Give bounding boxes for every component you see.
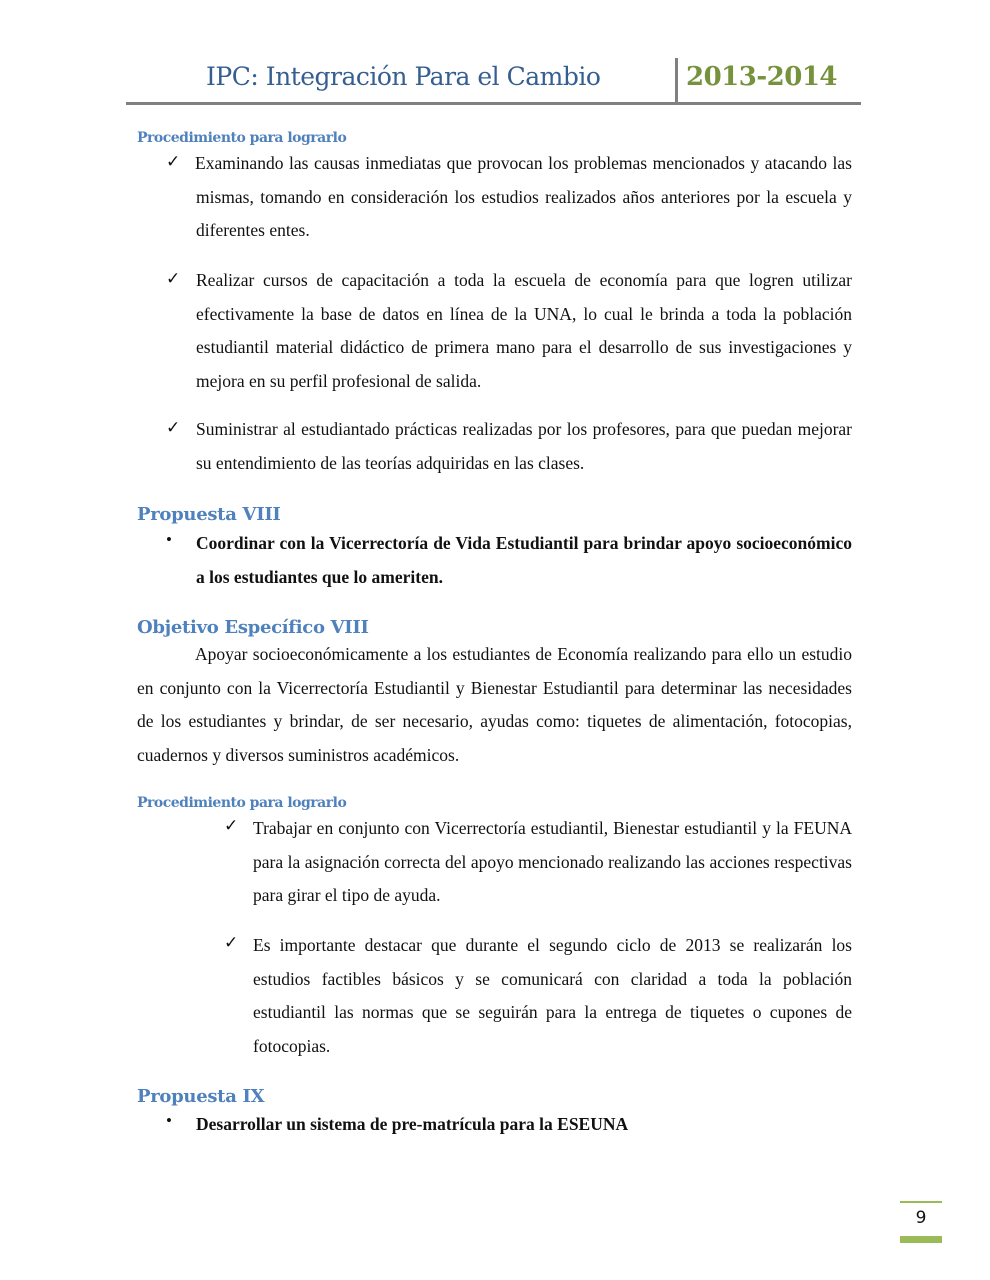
header-title: IPC: Integración Para el Cambio <box>206 62 601 91</box>
list-item: Desarrollar un sistema de pre-matrícula para la ESEUNA <box>196 1114 629 1134</box>
list-item: Trabajar en conjunto con Vicerrectoría estudiantil, Bienestar estudiantil y la FEUNA para la asignación correcta del apoyo mencionado realizando las acciones respectivas para girar el tipo de ayuda. <box>253 818 852 905</box>
objective-text: Apoyar socioeconómicamente a los estudiantes de Economía realizando para ello un estudio en conjunto con la Vicerrectoría Estudiantil y Bienestar Estudiantil para determinar las necesidades de los estudiantes y brindar, de ser necesario, ayudas como: tiquetes de alimentación, fotocopias, cuadernos y diversos suministros académicos. <box>137 644 852 765</box>
proposal-heading: Propuesta IX <box>137 1086 265 1107</box>
bullet-icon: • <box>166 530 172 549</box>
header-rule <box>126 102 861 105</box>
list-item: Realizar cursos de capacitación a toda la escuela de economía para que logren utilizar efectivamente la base de datos en línea de la UNA, lo cual le brinda a toda la población estudiantil material didáctico de primera mano para el desarrollo de sus investigaciones y mejora en su perfil profesional de salida. <box>196 270 852 391</box>
list-item: Suministrar al estudiantado prácticas realizadas por los profesores, para que puedan mejorar su entendimiento de las teorías adquiridas en las clases. <box>196 419 852 473</box>
proposal-heading: Propuesta VIII <box>137 504 281 525</box>
checkmark-icon: ✓ <box>166 152 181 171</box>
checkmark-icon: ✓ <box>166 418 181 437</box>
procedure-heading: Procedimiento para lograrlo <box>137 130 347 146</box>
page-number-rule <box>900 1201 942 1203</box>
header-year: 2013-2014 <box>686 62 838 92</box>
procedure-heading: Procedimiento para lograrlo <box>137 795 347 811</box>
objective-heading: Objetivo Específico VIII <box>137 617 369 638</box>
list-item: Coordinar con la Vicerrectoría de Vida Estudiantil para brindar apoyo socioeconómico a los estudiantes que lo ameriten. <box>196 533 852 587</box>
page-number: 9 <box>915 1208 927 1228</box>
checkmark-icon: ✓ <box>166 269 181 288</box>
list-item: Es importante destacar que durante el segundo ciclo de 2013 se realizarán los estudios factibles básicos y se comunicará con claridad a toda la población estudiantil las normas que se seguirán para la entrega de tiquetes o cupones de fotocopias. <box>253 935 852 1056</box>
list-item: Examinando las causas inmediatas que provocan los problemas mencionados y atacando las mismas, tomando en consideración los estudios realizados años anteriores por la escuela y diferentes entes. <box>195 153 852 240</box>
bullet-icon: • <box>166 1111 172 1130</box>
checkmark-icon: ✓ <box>224 933 239 952</box>
page-number-bar <box>900 1236 942 1243</box>
checkmark-icon: ✓ <box>224 816 239 835</box>
header-divider <box>675 58 678 104</box>
